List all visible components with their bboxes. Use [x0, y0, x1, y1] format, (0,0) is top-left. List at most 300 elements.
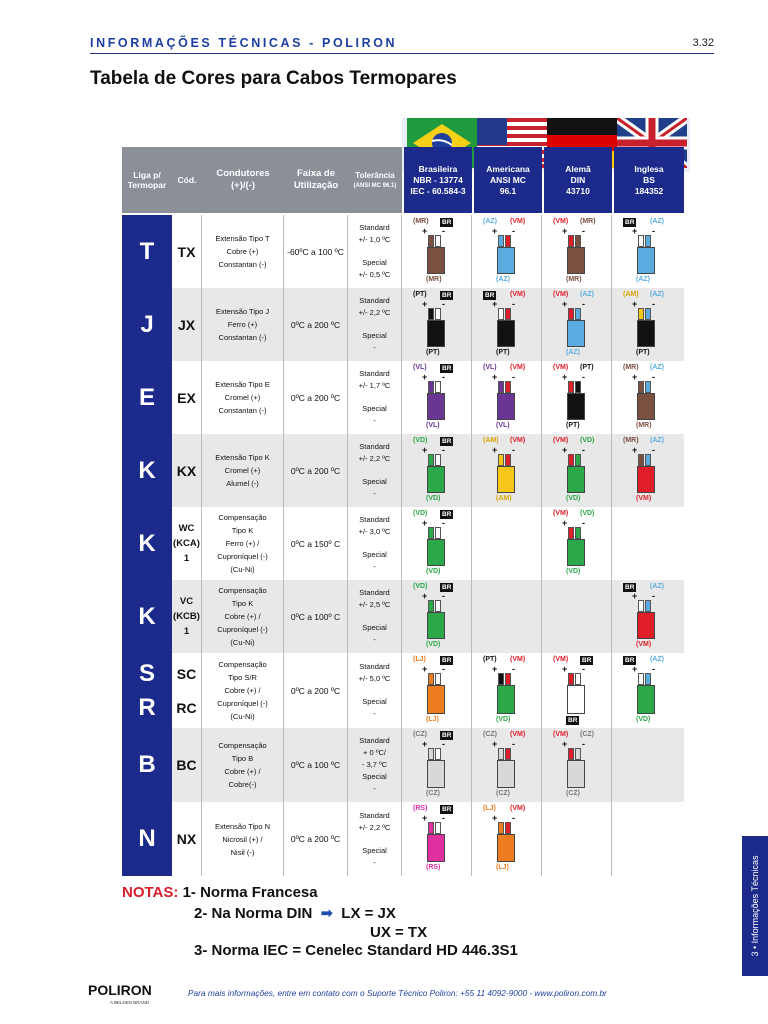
tolerance-line: Special [362, 550, 387, 559]
alloy-code-text: KX [176, 462, 197, 479]
positive-color-label: (VM) [553, 731, 569, 738]
minus-sign-icon: - [582, 445, 585, 455]
col-cod: Cód. [172, 147, 202, 213]
tolerance-line: Standard [359, 515, 390, 524]
cable-color-cell [472, 653, 542, 728]
alloy-letter-text: S R [138, 659, 156, 721]
positive-wire [638, 673, 644, 685]
minus-sign-icon: - [652, 664, 655, 674]
note-2-lx: LX = JX [341, 905, 396, 922]
cable-jacket [427, 760, 445, 788]
jacket-color-label: (CZ) [566, 790, 580, 797]
plus-sign-icon: + [562, 739, 568, 749]
cable-jacket [637, 320, 655, 347]
positive-wire [428, 822, 434, 834]
tolerance-line: - [373, 635, 376, 644]
tolerance-line: - [373, 709, 376, 718]
plus-sign-icon: + [562, 518, 568, 528]
conductors [202, 361, 284, 434]
plus-sign-icon: + [492, 739, 498, 749]
table-row [122, 215, 684, 288]
alloy-code [172, 507, 202, 580]
cable-color-cell [402, 507, 472, 580]
conductor-line: Cuproníquel (-) [217, 625, 268, 634]
tolerance-line: +/- 3,0 ºC [358, 527, 391, 536]
conductor-line: Cromel (+) [224, 393, 261, 402]
plus-sign-icon: + [632, 591, 638, 601]
cable-jacket [567, 320, 585, 347]
alloy-code-text: EX [177, 389, 196, 406]
positive-color-label: (VL) [413, 364, 427, 371]
negative-color-label: (VM) [510, 731, 526, 738]
table-row [122, 434, 684, 507]
positive-color-label: (MR) [623, 437, 639, 444]
cable-color-cell [472, 434, 542, 507]
conductor-line: Tipo S/R [228, 673, 257, 682]
conductor-line: Cromel (+) [224, 466, 261, 475]
negative-wire [575, 308, 581, 320]
cable-color-cell [472, 288, 542, 361]
cable-color-cell [612, 507, 682, 580]
negative-wire [505, 381, 511, 393]
temperature-range-text: -60ºC a 100 ºC [287, 246, 344, 257]
positive-wire [428, 748, 434, 760]
tolerance [348, 215, 402, 288]
cable-color-cell [612, 215, 682, 288]
table-row [122, 653, 684, 728]
positive-color-label: (VD) [413, 583, 428, 590]
jacket-color-label: (RS) [426, 864, 441, 871]
negative-color-label: (VM) [510, 364, 526, 371]
negative-wire [435, 308, 441, 320]
minus-sign-icon: - [512, 445, 515, 455]
negative-wire [505, 822, 511, 834]
tolerance-line: +/- 0,5 ºC [358, 270, 391, 279]
positive-wire [638, 381, 644, 393]
conductor-line: Compensação [218, 586, 267, 595]
jacket-color-label: (AM) [496, 495, 512, 502]
alloy-letter-text: N [138, 825, 156, 852]
cable-color-cell [612, 728, 682, 802]
conductor-line: Compensação [218, 741, 267, 750]
cable-jacket [427, 834, 445, 862]
negative-wire [575, 673, 581, 685]
negative-wire [505, 748, 511, 760]
negative-wire [645, 381, 651, 393]
conductor-line: Compensação [218, 513, 267, 522]
alloy-code-text: NX [176, 831, 197, 847]
temperature-range-text: 0ºC a 100º C [290, 611, 341, 622]
standards-cells [402, 288, 684, 361]
cable-jacket [427, 612, 445, 639]
cable-color-cell [472, 507, 542, 580]
temperature-range [284, 802, 348, 876]
cable-color-cell [542, 361, 612, 434]
conductor-line: Extensão Tipo J [215, 307, 270, 316]
tolerance-line: - 3,7 ºC [361, 760, 388, 769]
cable-color-cell [542, 728, 612, 802]
tolerance-line: Standard [359, 442, 390, 451]
cable-jacket [427, 685, 445, 714]
tolerance-line: Standard [359, 588, 390, 597]
positive-wire [568, 381, 574, 393]
cable-color-cell [472, 361, 542, 434]
table-row [122, 288, 684, 361]
conductor-line: Nicrosil (+) / [222, 834, 263, 844]
cable-color-cell [612, 580, 682, 653]
section-side-tab[interactable] [742, 836, 768, 976]
negative-wire [505, 235, 511, 247]
plus-sign-icon: + [492, 226, 498, 236]
tolerance-line: Standard [359, 223, 390, 232]
temperature-range [284, 215, 348, 288]
positive-wire [638, 454, 644, 466]
cable-color-cell [472, 802, 542, 876]
tolerance-line: Special [362, 623, 387, 632]
positive-wire [568, 748, 574, 760]
standards-cells [402, 361, 684, 434]
minus-sign-icon: - [512, 813, 515, 823]
cable-jacket [427, 320, 445, 347]
minus-sign-icon: - [512, 739, 515, 749]
jacket-color-label: (MR) [636, 422, 652, 429]
positive-wire [568, 673, 574, 685]
plus-sign-icon: + [492, 813, 498, 823]
table-row [122, 802, 684, 876]
jacket-color-label: (MR) [566, 276, 582, 283]
negative-color-label: (VM) [510, 291, 526, 298]
plus-sign-icon: + [422, 813, 428, 823]
jacket-color-label: (VM) [636, 641, 652, 648]
cable-color-cell [612, 434, 682, 507]
cable-jacket [637, 685, 655, 714]
conductor-line: (Cu-Ni) [230, 638, 255, 647]
cable-jacket [567, 247, 585, 274]
note-3: 3- Norma IEC = Cenelec Standard HD 446.3S1 [194, 942, 518, 959]
plus-sign-icon: + [632, 445, 638, 455]
minus-sign-icon: - [652, 299, 655, 309]
cable-jacket [497, 834, 515, 862]
tolerance-line: +/- 1,7 ºC [358, 381, 391, 390]
conductor-line: Cobre(-) [228, 780, 257, 789]
tolerance [348, 434, 402, 507]
tolerance-line: +/- 1,0 ºC [358, 235, 391, 244]
jacket-color-label: (VD) [566, 568, 581, 575]
cable-color-cell [542, 215, 612, 288]
tolerance-line: Standard [359, 810, 390, 820]
negative-color-label: BR [442, 438, 452, 445]
tolerance-line: + 0 ºC/ [363, 748, 386, 757]
tolerance-line: Special [362, 477, 387, 486]
negative-color-label: (VM) [510, 437, 526, 444]
tolerance-line: - [373, 343, 376, 352]
tolerance-line: +/- 5,0 ºC [358, 674, 391, 683]
temperature-range-text: 0ºC a 200 ºC [290, 465, 341, 476]
conductor-line: (Cu-Ni) [230, 565, 255, 574]
cable-jacket [497, 760, 515, 788]
tolerance [348, 361, 402, 434]
plus-sign-icon: + [632, 299, 638, 309]
alloy-code-text: WC (KCA) 1 [173, 523, 200, 564]
col-faixa: Faixa de Utilização [284, 147, 348, 213]
alloy-code-text: VC (KCB) 1 [173, 596, 200, 637]
logo-subtitle: A BELDEN BRAND [110, 1000, 150, 1005]
positive-color-label: (AZ) [483, 218, 497, 225]
col-liga: Liga p/ Termopar [122, 147, 172, 213]
cable-jacket [497, 466, 515, 493]
col-brasileira: Brasileira NBR - 13774 IEC - 60.584-3 [404, 147, 472, 213]
alloy-code-text: SC RC [176, 665, 197, 716]
plus-sign-icon: + [562, 226, 568, 236]
alloy-letter [122, 653, 172, 728]
positive-wire [638, 308, 644, 320]
conductor-line: Cuproníquel (-) [217, 699, 268, 708]
alloy-code [172, 580, 202, 653]
cable-color-cell [542, 802, 612, 876]
positive-color-label: (VD) [413, 510, 428, 517]
positive-wire [498, 308, 504, 320]
cable-jacket [567, 466, 585, 493]
tolerance-line: Standard [359, 369, 390, 378]
tolerance-line: Special [362, 404, 387, 413]
positive-wire [498, 235, 504, 247]
col-tolerancia: Tolerância (ANSI MC 96.1) [348, 147, 402, 213]
jacket-color-label: (VD) [426, 495, 441, 502]
conductors [202, 288, 284, 361]
tolerance-line: Special [362, 697, 387, 706]
positive-wire [428, 600, 434, 612]
cable-color-cell [542, 434, 612, 507]
negative-wire [505, 673, 511, 685]
plus-sign-icon: + [422, 445, 428, 455]
cable-jacket [637, 612, 655, 639]
positive-wire [428, 527, 434, 539]
alloy-letter-text: B [138, 751, 156, 778]
positive-color-label: (VM) [553, 510, 569, 517]
tolerance [348, 288, 402, 361]
minus-sign-icon: - [442, 445, 445, 455]
negative-wire [575, 748, 581, 760]
minus-sign-icon: - [582, 299, 585, 309]
negative-color-label: (CZ) [580, 731, 594, 738]
cable-color-cell [612, 802, 682, 876]
alloy-letter [122, 728, 172, 802]
positive-color-label: (PT) [483, 656, 497, 663]
jacket-color-label: (VD) [426, 568, 441, 575]
cable-color-cell [402, 434, 472, 507]
positive-wire [428, 673, 434, 685]
minus-sign-icon: - [582, 739, 585, 749]
negative-color-label: (VD) [580, 437, 595, 444]
positive-wire [568, 235, 574, 247]
minus-sign-icon: - [652, 372, 655, 382]
temperature-range [284, 507, 348, 580]
plus-sign-icon: + [422, 518, 428, 528]
tolerance-line: - [373, 416, 376, 425]
alloy-letter-text: E [138, 383, 155, 411]
conductors [202, 580, 284, 653]
conductor-line: Extensão Tipo N [214, 821, 271, 831]
alloy-code-text: JX [177, 316, 196, 333]
cable-color-cell [542, 653, 612, 728]
minus-sign-icon: - [582, 518, 585, 528]
negative-color-label: BR [442, 732, 452, 739]
minus-sign-icon: - [512, 664, 515, 674]
minus-sign-icon: - [442, 518, 445, 528]
minus-sign-icon: - [652, 591, 655, 601]
tolerance-line: Special [362, 258, 387, 267]
alloy-letter [122, 361, 172, 434]
negative-wire [435, 748, 441, 760]
plus-sign-icon: + [632, 372, 638, 382]
negative-wire [645, 673, 651, 685]
jacket-color-label: (MR) [426, 276, 442, 283]
conductor-line: Constantan (-) [218, 333, 267, 342]
negative-wire [575, 454, 581, 466]
plus-sign-icon: + [422, 226, 428, 236]
temperature-range [284, 361, 348, 434]
minus-sign-icon: - [512, 299, 515, 309]
conductors [202, 215, 284, 288]
positive-color-label: (PT) [413, 291, 427, 298]
plus-sign-icon: + [562, 299, 568, 309]
negative-color-label: BR [442, 584, 452, 591]
alloy-letter [122, 580, 172, 653]
note-2-ux: UX = TX [370, 924, 428, 941]
cable-jacket [427, 247, 445, 274]
cable-jacket [637, 247, 655, 274]
plus-sign-icon: + [562, 445, 568, 455]
cable-jacket [497, 685, 515, 714]
positive-wire [498, 673, 504, 685]
minus-sign-icon: - [582, 226, 585, 236]
negative-color-label: BR [582, 657, 592, 664]
tolerance-line: Special [362, 772, 387, 781]
jacket-color-label: (CZ) [496, 790, 510, 797]
jacket-color-label: (VD) [566, 495, 581, 502]
minus-sign-icon: - [442, 591, 445, 601]
positive-wire [428, 308, 434, 320]
conductor-line: Constantan (-) [218, 406, 267, 415]
positive-color-label: (LJ) [483, 805, 496, 812]
minus-sign-icon: - [512, 372, 515, 382]
cable-jacket [427, 393, 445, 420]
temperature-range-text: 0ºC a 200 ºC [290, 834, 341, 844]
table-row [122, 580, 684, 653]
alloy-letter [122, 215, 172, 288]
positive-wire [568, 308, 574, 320]
cable-color-cell [612, 653, 682, 728]
temperature-range-text: 0ºC a 150º C [290, 538, 341, 549]
negative-wire [645, 454, 651, 466]
plus-sign-icon: + [492, 299, 498, 309]
cable-color-cell [402, 580, 472, 653]
conductor-line: Constantan (-) [218, 260, 267, 269]
conductor-line: Tipo K [231, 526, 254, 535]
positive-color-label: (CZ) [413, 731, 427, 738]
jacket-color-label: (AZ) [496, 276, 510, 283]
negative-wire [435, 822, 441, 834]
minus-sign-icon: - [442, 664, 445, 674]
tolerance-line: - [373, 857, 376, 867]
cable-color-cell [402, 361, 472, 434]
positive-wire [428, 235, 434, 247]
positive-wire [498, 454, 504, 466]
alloy-letter-text: K [138, 456, 156, 484]
cable-color-cell [402, 653, 472, 728]
jacket-color-label: (PT) [496, 349, 510, 356]
temperature-range [284, 434, 348, 507]
conductors [202, 434, 284, 507]
minus-sign-icon: - [442, 299, 445, 309]
plus-sign-icon: + [422, 299, 428, 309]
conductors [202, 507, 284, 580]
conductor-line: Cobre (+) [226, 247, 259, 256]
conductor-line: Cuproníquel (-) [217, 552, 268, 561]
alloy-code [172, 361, 202, 434]
conductor-line: Extensão Tipo K [215, 453, 270, 462]
negative-wire [645, 600, 651, 612]
jacket-color-label: (PT) [636, 349, 650, 356]
cable-color-cell [542, 507, 612, 580]
positive-color-label: (VM) [553, 437, 569, 444]
arrow-right-icon: ➡ [320, 905, 334, 922]
alloy-letter [122, 288, 172, 361]
negative-wire [645, 235, 651, 247]
tolerance-line: Special [362, 845, 387, 855]
jacket-color-label: (VL) [426, 422, 440, 429]
positive-color-label: BR [625, 584, 635, 591]
standards-cells [402, 802, 684, 876]
plus-sign-icon: + [422, 591, 428, 601]
table-row [122, 728, 684, 802]
negative-color-label: BR [442, 365, 452, 372]
negative-color-label: BR [442, 806, 452, 813]
conductor-line: Nisil (-) [230, 847, 255, 857]
minus-sign-icon: - [582, 372, 585, 382]
jacket-color-label: (VL) [496, 422, 510, 429]
standards-cells [402, 507, 684, 580]
plus-sign-icon: + [492, 664, 498, 674]
negative-wire [435, 235, 441, 247]
tolerance [348, 802, 402, 876]
alloy-code [172, 215, 202, 288]
alloy-code [172, 434, 202, 507]
conductors [202, 802, 284, 876]
minus-sign-icon: - [442, 372, 445, 382]
alloy-letter-text: T [139, 237, 155, 265]
header-title: INFORMAÇÕES TÉCNICAS - POLIRON [90, 36, 398, 50]
cable-color-cell [402, 288, 472, 361]
jacket-color-label: (VD) [496, 716, 511, 723]
negative-color-label: (VM) [510, 805, 526, 812]
alloy-letter-text: K [138, 529, 156, 557]
tolerance-line: Special [362, 331, 387, 340]
negative-color-label: (AZ) [650, 218, 664, 225]
positive-color-label: (VM) [553, 656, 569, 663]
positive-wire [498, 822, 504, 834]
jacket-color-label: (LJ) [496, 864, 509, 871]
jacket-color-label: (VD) [426, 641, 441, 648]
alloy-letter [122, 802, 172, 876]
negative-color-label: BR [442, 511, 452, 518]
cable-color-cell [472, 580, 542, 653]
plus-sign-icon: + [492, 372, 498, 382]
negative-color-label: BR [442, 292, 452, 299]
plus-sign-icon: + [632, 226, 638, 236]
col-americana: Americana ANSI MC 96.1 [474, 147, 542, 213]
cable-jacket [427, 539, 445, 566]
